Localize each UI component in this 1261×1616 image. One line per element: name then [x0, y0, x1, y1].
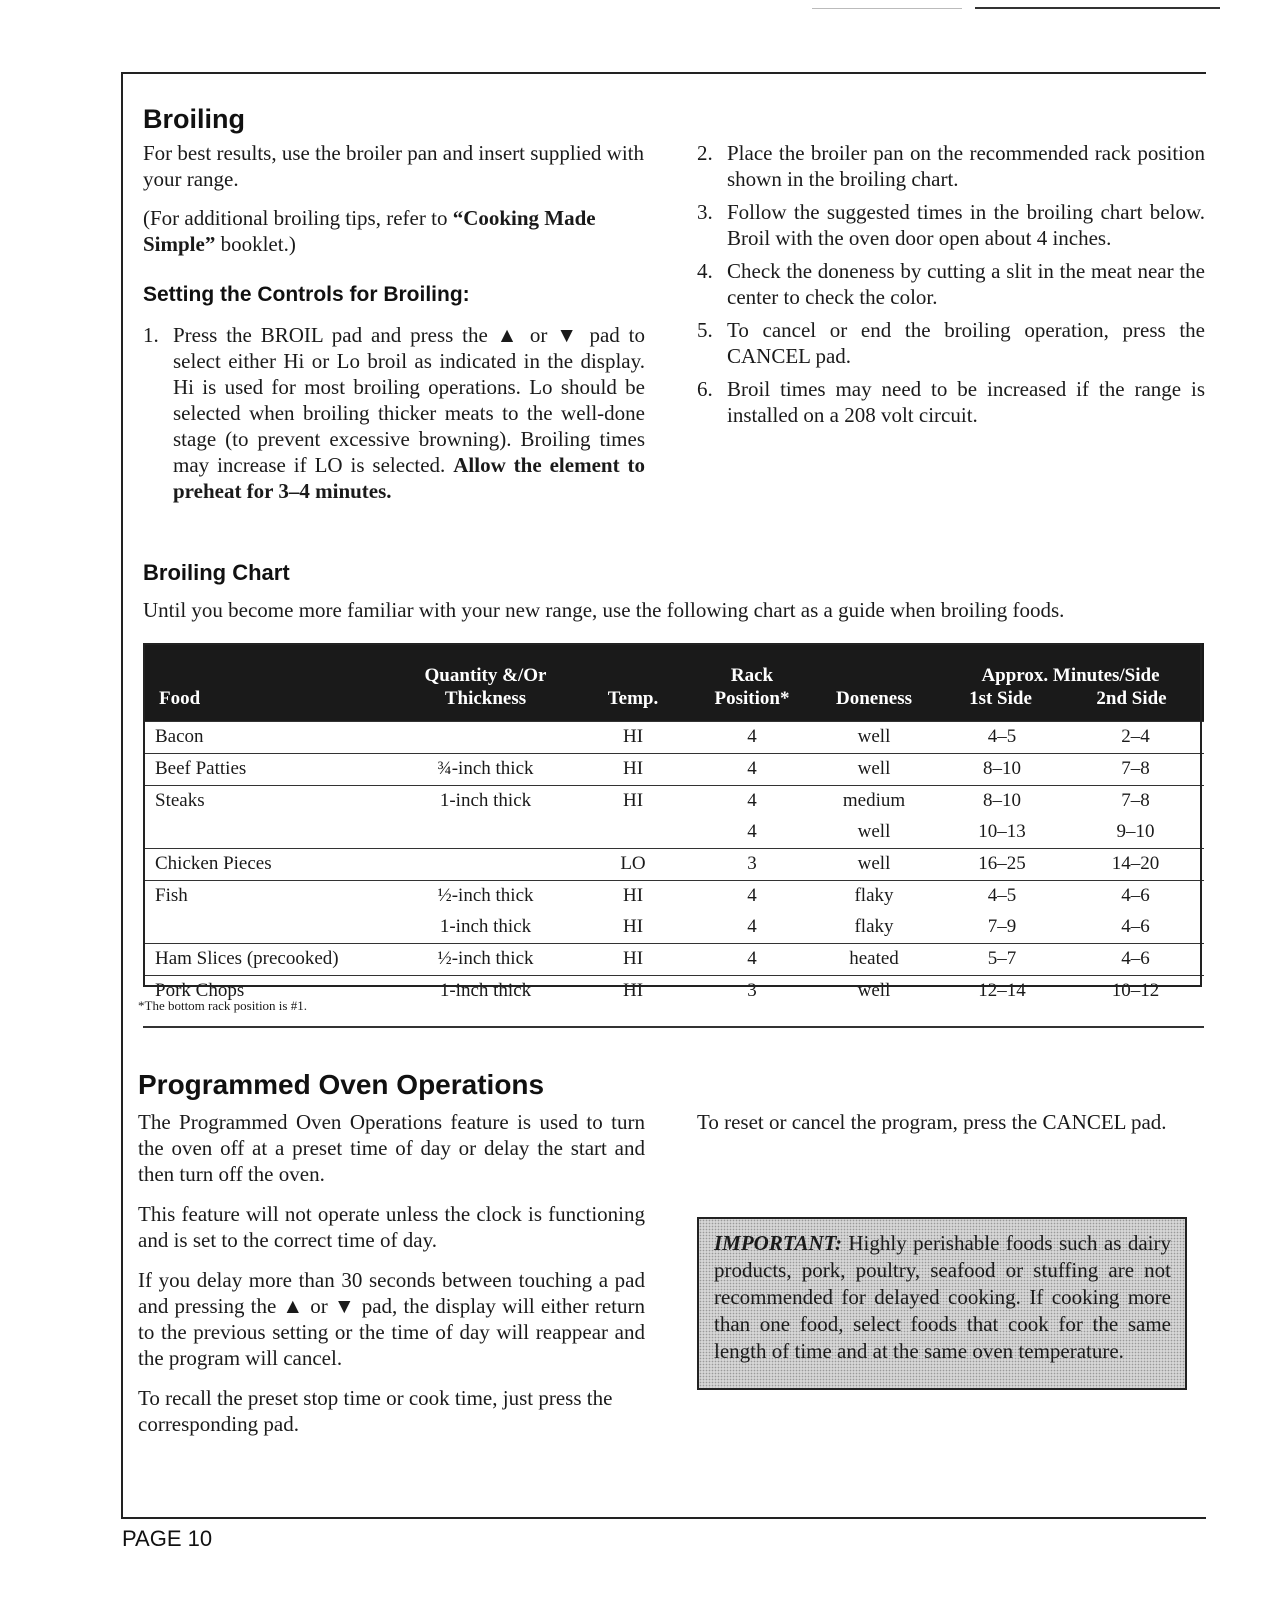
broiling-tips-prefix: (For additional broiling tips, refer to — [143, 206, 453, 230]
table-row — [143, 849, 1204, 881]
rack-cell: 3 — [693, 849, 811, 881]
table-row — [143, 944, 1204, 976]
quantity-cell — [398, 849, 573, 881]
food-cell: Beef Patties — [143, 754, 398, 786]
first-side-cell: 8–10 — [937, 754, 1067, 786]
important-label: IMPORTANT: — [714, 1231, 842, 1255]
doneness-cell: well — [811, 754, 937, 786]
rack-cell: 4 — [693, 786, 811, 818]
rack-cell: 4 — [693, 881, 811, 913]
broiling-step — [697, 376, 1205, 428]
programmed-paragraph: To recall the preset stop time or cook time, just press the corresponding pad. — [138, 1386, 613, 1436]
temp-cell: HI — [573, 786, 693, 818]
programmed-paragraph: If you delay more than 30 seconds between touching a pad and pressing the ▲ or ▼ pad, the display will either return to the previous setting or the time of day will reappear and the program will cancel. — [138, 1268, 645, 1370]
broiling-step — [697, 317, 1205, 369]
first-side-cell: 4–5 — [937, 881, 1067, 913]
broiling-tips — [143, 205, 645, 257]
rack-cell: 4 — [693, 754, 811, 786]
chart-footnote: *The bottom rack position is #1. — [138, 998, 307, 1013]
step-number: 3. — [697, 200, 713, 224]
broiling-chart-table — [143, 643, 1204, 1028]
step-text: Press the BROIL pad and press the ▲ or ▼ pad to select either Hi or Lo broil as indicated in the display. Hi is used for most broiling operations. Lo should be selected when broiling thicker meats to the well-done stage (to prevent excessive browning). Broiling times may increase if LO is selected. — [173, 323, 645, 477]
second-side-cell: 2–4 — [1067, 722, 1204, 754]
table-body — [143, 722, 1204, 1028]
rack-cell: 4 — [747, 916, 757, 937]
doneness-cell: medium — [811, 786, 937, 818]
step-number: 4. — [697, 259, 713, 283]
header-temp: Temp. — [573, 643, 693, 722]
header-minutes — [937, 643, 1204, 722]
first-side-cell: 16–25 — [937, 849, 1067, 881]
temp-cell: LO — [573, 849, 693, 881]
broiling-step — [697, 258, 1205, 310]
second-side-cell: 10–12 — [1067, 976, 1204, 1028]
food-cell: Chicken Pieces — [143, 849, 398, 881]
first-side-cell: 5–7 — [937, 944, 1067, 976]
step-number: 1. — [143, 323, 159, 347]
doneness-cell: well — [811, 722, 937, 754]
step-text: Follow the suggested times in the broiling chart below. Broil with the oven door open about 4 inches. — [727, 200, 1205, 250]
frame-left-rule — [121, 72, 123, 1518]
second-side-cell: 7–8 — [1067, 786, 1204, 818]
step-text: Broil times may need to be increased if the range is installed on a 208 volt circuit. — [727, 377, 1205, 427]
rack-cell: 4 — [693, 944, 811, 976]
doneness-cell: flaky — [854, 916, 894, 937]
header-rule-thick — [975, 7, 1220, 9]
header-food: Food — [143, 643, 398, 722]
controls-title: Setting the Controls for Broiling: — [143, 283, 470, 306]
broiling-intro: For best results, use the broiler pan and insert supplied with your range. — [143, 141, 644, 191]
header-rack-line1: Rack — [730, 665, 774, 686]
quantity-cell — [398, 817, 573, 849]
header-rule-thin — [812, 8, 962, 9]
table-row — [143, 817, 1204, 849]
step-text-bold: Allow the element to preheat for 3–4 minutes. — [173, 453, 646, 503]
quantity-cell — [398, 722, 573, 754]
doneness-cell: flaky — [811, 881, 937, 913]
table-row — [143, 881, 1204, 913]
food-cell: Bacon — [143, 722, 398, 754]
step-text: Check the doneness by cutting a slit in the meat near the center to check the color. — [727, 259, 1205, 309]
food-cell: Fish — [143, 881, 398, 913]
header-quantity-line2: Thickness — [444, 688, 527, 709]
first-side-cell: 10–13 — [978, 821, 1026, 842]
food-cell: Steaks — [143, 786, 398, 818]
step-text: To cancel or end the broiling operation, press the CANCEL pad. — [727, 318, 1205, 368]
header-doneness: Doneness — [811, 643, 937, 722]
doneness-cell: well — [811, 976, 937, 1028]
temp-cell: HI — [573, 944, 693, 976]
header-approx: Approx. Minutes/Side — [981, 665, 1160, 686]
first-side-cell: 12–14 — [937, 976, 1067, 1028]
table-row — [143, 722, 1204, 754]
broiling-step — [697, 140, 1205, 192]
first-side-cell: 7–9 — [987, 916, 1017, 937]
header-quantity-line1: Quantity &/Or — [424, 665, 547, 686]
rack-cell: 4 — [747, 821, 757, 842]
temp-cell: HI — [573, 881, 693, 913]
second-side-cell: 4–6 — [1067, 881, 1204, 913]
page-number: PAGE 10 — [122, 1526, 213, 1551]
second-side-cell: 4–6 — [1121, 916, 1150, 937]
table-row — [143, 912, 1204, 944]
header-rack — [693, 643, 811, 722]
temp-cell — [573, 817, 693, 849]
step-text: Place the broiler pan on the recommended rack position shown in the broiling chart. — [727, 141, 1205, 191]
table-header-row — [143, 643, 1204, 722]
quantity-cell: ½-inch thick — [398, 944, 573, 976]
frame-bottom-rule — [121, 1517, 1206, 1519]
broiling-step — [697, 199, 1205, 251]
quantity-cell: 1-inch thick — [439, 916, 532, 937]
food-cell — [143, 817, 398, 849]
quantity-cell: 1-inch thick — [398, 786, 573, 818]
rack-cell: 4 — [693, 722, 811, 754]
doneness-cell: heated — [811, 944, 937, 976]
broiling-chart-title: Broiling Chart — [143, 560, 290, 585]
food-cell: Ham Slices (precooked) — [143, 944, 398, 976]
rack-cell: 3 — [693, 976, 811, 1028]
table-row — [143, 754, 1204, 786]
broiling-steps-right — [697, 140, 1205, 428]
step-number: 5. — [697, 318, 713, 342]
food-cell: Pork Chops — [143, 976, 398, 1028]
header-side1: 1st Side — [969, 688, 1032, 709]
doneness-cell: well — [857, 821, 891, 842]
step-number: 6. — [697, 377, 713, 401]
header-rack-line2: Position* — [714, 688, 790, 709]
quantity-cell: 1-inch thick — [398, 976, 573, 1028]
quantity-cell: ½-inch thick — [398, 881, 573, 913]
table-row — [143, 786, 1204, 818]
food-cell — [143, 912, 398, 944]
broiling-chart-intro: Until you become more familiar with your new range, use the following chart as a guide when broiling foods. — [143, 598, 1065, 622]
header-quantity — [398, 643, 573, 722]
header-side2: 2nd Side — [1096, 688, 1167, 709]
first-side-cell: 8–10 — [937, 786, 1067, 818]
broiling-tips-suffix: booklet.) — [215, 232, 296, 256]
second-side-cell: 14–20 — [1067, 849, 1204, 881]
doneness-cell: well — [811, 849, 937, 881]
temp-cell: HI — [622, 916, 644, 937]
second-side-cell: 4–6 — [1067, 944, 1204, 976]
temp-cell: HI — [573, 976, 693, 1028]
broiling-tips-bold: “Cooking Made Simple” — [143, 206, 596, 256]
programmed-paragraph: This feature will not operate unless the clock is functioning and is set to the correct time of day. — [138, 1202, 645, 1252]
programmed-title: Programmed Oven Operations — [138, 1069, 545, 1100]
broiling-title: Broiling — [143, 104, 245, 134]
reset-instructions: To reset or cancel the program, press the CANCEL pad. — [697, 1110, 1167, 1134]
step-number: 2. — [697, 141, 713, 165]
important-notice-text — [714, 1230, 1171, 1365]
temp-cell: HI — [573, 722, 693, 754]
important-body: Highly perishable foods such as dairy products, pork, poultry, seafood or stuffing are not recommended for delayed cooking. If cooking more than one food, select foods that cook for the same length of time and at the same oven temperature. — [714, 1231, 1171, 1363]
important-notice-box — [697, 1217, 1187, 1390]
quantity-cell: ¾-inch thick — [398, 754, 573, 786]
temp-cell: HI — [573, 754, 693, 786]
broiling-steps-left — [143, 322, 645, 504]
first-side-cell: 4–5 — [937, 722, 1067, 754]
second-side-cell: 7–8 — [1067, 754, 1204, 786]
second-side-cell: 9–10 — [1116, 821, 1155, 842]
frame-top-rule — [121, 72, 1206, 74]
programmed-paragraph: The Programmed Oven Operations feature is used to turn the oven off at a preset time of day or delay the start and then turn off the oven. — [138, 1110, 645, 1186]
broiling-step-1 — [143, 322, 645, 504]
